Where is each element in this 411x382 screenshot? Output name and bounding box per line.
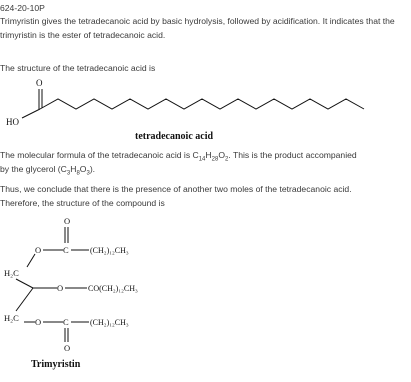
bottom-carbonyl-oxygen: O [64, 343, 71, 353]
carbonyl-oxygen-label: O [36, 78, 43, 88]
chain-2: CO(CH₂)₁₂CH₃ [88, 284, 138, 293]
trimyristin-structure [0, 212, 411, 382]
ester-oxygen-3: O [35, 317, 42, 327]
acid-name-label: tetradecanoic acid [135, 131, 214, 142]
carbonyl-carbon-1: C [63, 245, 69, 255]
chain-1: (CH₂)₁₂CH₃ [90, 246, 129, 255]
h2c-bottom: H₂C [4, 313, 19, 323]
h2c-top: H₂C [4, 268, 19, 278]
ester-oxygen-2: O [57, 283, 64, 293]
trimyristin-name-label: Trimyristin [31, 359, 81, 370]
top-carbonyl-oxygen: O [64, 216, 71, 226]
paragraph-compound-intro: Therefore, the structure of the compound is [0, 198, 165, 208]
paragraph-conclusion: Thus, we conclude that there is the presence of another two moles of the tetradecanoic acid. [0, 184, 352, 194]
problem-id: 624-20-10P [0, 3, 45, 13]
paragraph-structure-intro: The structure of the tetradecanoic acid is [0, 63, 156, 73]
paragraph-molecular-formula: The molecular formula of the tetradecanoic acid is $C_{14}H_{28}O_2$. This is the product accompanied by the glycerol $(C_3H_8O_3)$. [0, 150, 357, 177]
carbon-chain [40, 99, 364, 109]
tetradecanoic-acid-structure [0, 75, 411, 155]
carbonyl-carbon-3: C [63, 317, 69, 327]
hydroxyl-label: HO [6, 117, 19, 127]
chain-3: (CH₂)₁₂CH₃ [90, 318, 129, 327]
ester-oxygen-1: O [35, 245, 42, 255]
paragraph-hydrolysis: Trimyristin gives the tetradecanoic acid by basic hydrolysis, followed by acidification. It indicates that the trimyristin is the ester of tetradecanoic acid. [0, 16, 395, 40]
